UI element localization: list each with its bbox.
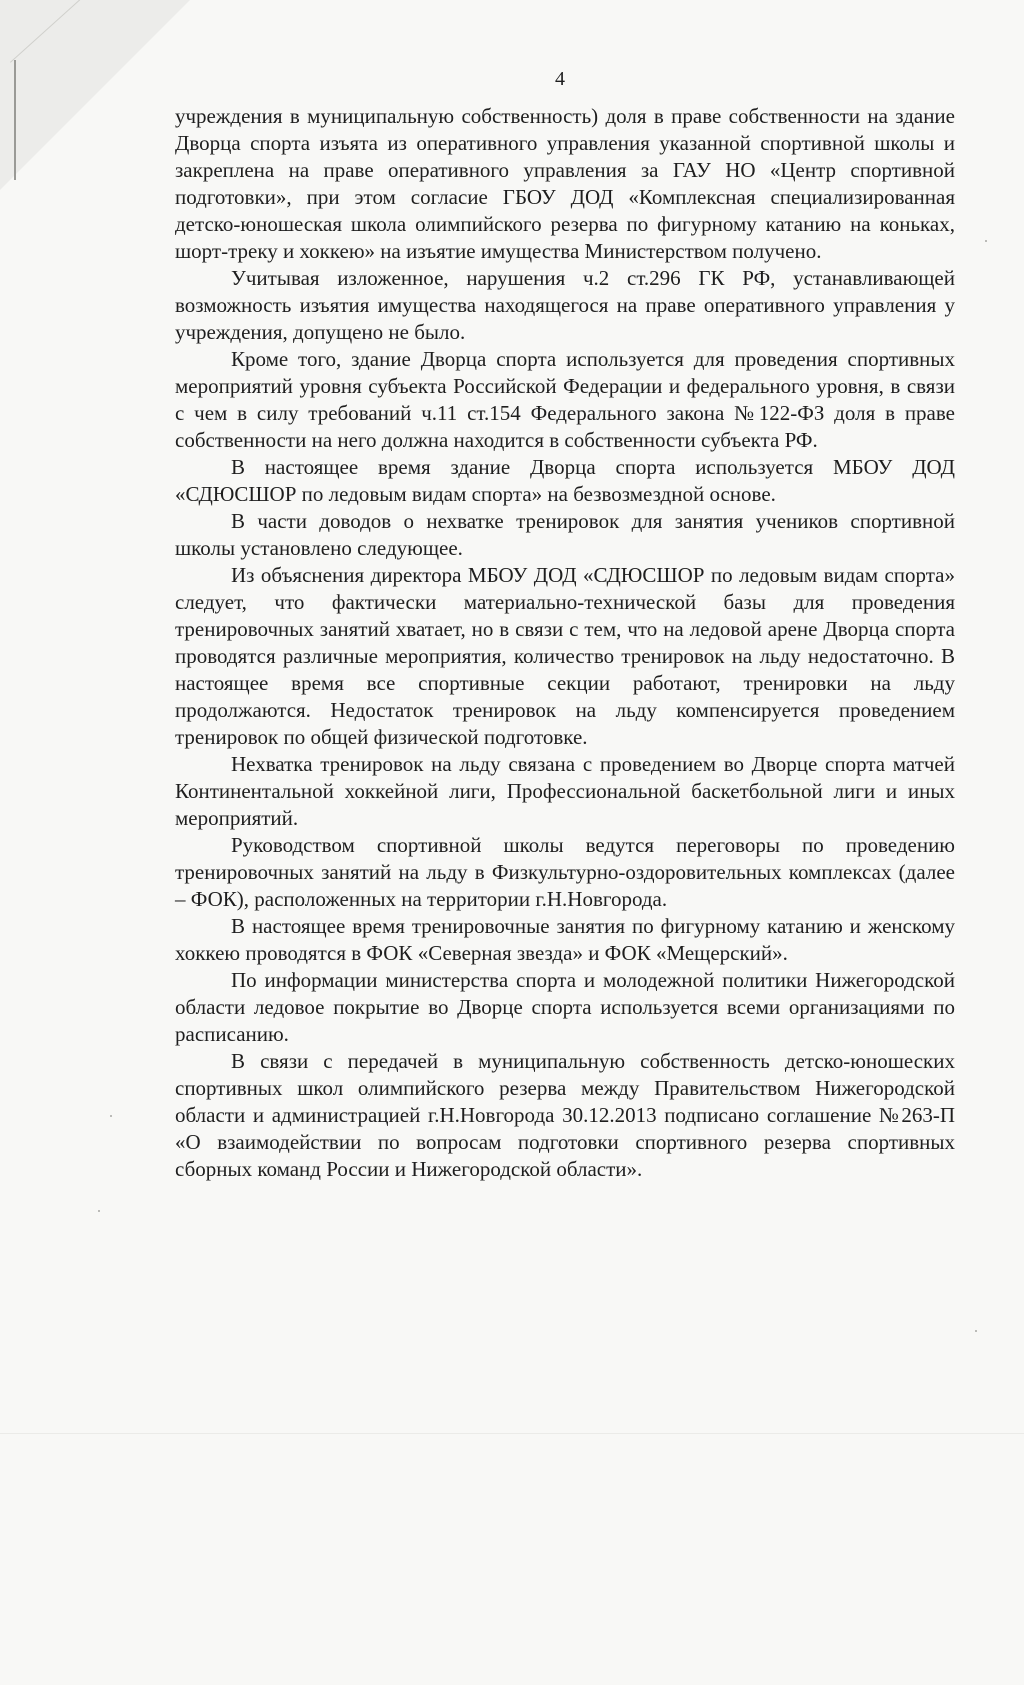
paragraph: Учитывая изложенное, нарушения ч.2 ст.296 ГК РФ, устанавливающей возможность изъятия имущества находящегося на праве оперативного управления у учреждения, допущено не было. bbox=[175, 266, 955, 344]
document-body bbox=[175, 103, 955, 1183]
scan-speck bbox=[985, 240, 987, 242]
scan-artifact-line bbox=[0, 1433, 1024, 1434]
scan-speck bbox=[110, 1115, 112, 1117]
paragraph: В связи с передачей в муниципальную собственность детско-юношеских спортивных школ олимпийского резерва между Правительством Нижегородской области и администрацией г.Н.Новгорода 30.12.2013 подписано соглашение №263-П «О взаимодействии по вопросам подготовки спортивного резерва спортивных сборных команд России и Нижегородской области». bbox=[175, 1049, 955, 1181]
scan-speck bbox=[975, 1330, 977, 1332]
page-number: 4 bbox=[555, 68, 565, 90]
paragraph: В части доводов о нехватке тренировок для занятия учеников спортивной школы установлено следующее. bbox=[175, 509, 955, 560]
paragraph: В настоящее время тренировочные занятия по фигурному катанию и женскому хоккею проводятся в ФОК «Северная звезда» и ФОК «Мещерский». bbox=[175, 914, 955, 965]
paragraph: Руководством спортивной школы ведутся переговоры по проведению тренировочных занятий на льду в Физкультурно-оздоровительных комплексах (далее – ФОК), расположенных на территории г.Н.Новгорода. bbox=[175, 833, 955, 911]
page-fold-corner bbox=[0, 0, 190, 190]
paragraph-continuation: учреждения в муниципальную собственность) доля в праве собственности на здание Дворца спорта изъята из оперативного управления указанной спортивной школы и закреплена на праве оперативного управления за ГАУ НО «Центр спортивной подготовки», при этом согласие ГБОУ ДОД «Комплексная специализированная детско-юношеская школа олимпийского резерва по фигурному катанию на коньках, шорт-треку и хоккею» на изъятие имущества Министерством получено. bbox=[175, 104, 955, 263]
paragraph: В настоящее время здание Дворца спорта используется МБОУ ДОД «СДЮСШОР по ледовым видам спорта» на безвозмездной основе. bbox=[175, 455, 955, 506]
paragraph: Кроме того, здание Дворца спорта используется для проведения спортивных мероприятий уровня субъекта Российской Федерации и федерального уровня, в связи с чем в силу требований ч.11 ст.154 Федерального закона №122-ФЗ доля в праве собственности на него должна находится в собственности субъекта РФ. bbox=[175, 347, 955, 452]
paragraph: Из объяснения директора МБОУ ДОД «СДЮСШОР по ледовым видам спорта» следует, что фактически материально-технической базы для проведения тренировочных занятий хватает, но в связи с тем, что на ледовой арене Дворца спорта проводятся различные мероприятия, количество тренировок на льду недостаточно. В настоящее время все спортивные секции работают, тренировки на льду продолжаются. Недостаток тренировок на льду компенсируется проведением тренировок по общей физической подготовке. bbox=[175, 563, 955, 749]
paragraph: По информации министерства спорта и молодежной политики Нижегородской области ледовое покрытие во Дворце спорта используется всеми организациями по расписанию. bbox=[175, 968, 955, 1046]
scan-speck bbox=[98, 1210, 100, 1212]
paragraph: Нехватка тренировок на льду связана с проведением во Дворце спорта матчей Континентальной хоккейной лиги, Профессиональной баскетбольной лиги и иных мероприятий. bbox=[175, 752, 955, 830]
